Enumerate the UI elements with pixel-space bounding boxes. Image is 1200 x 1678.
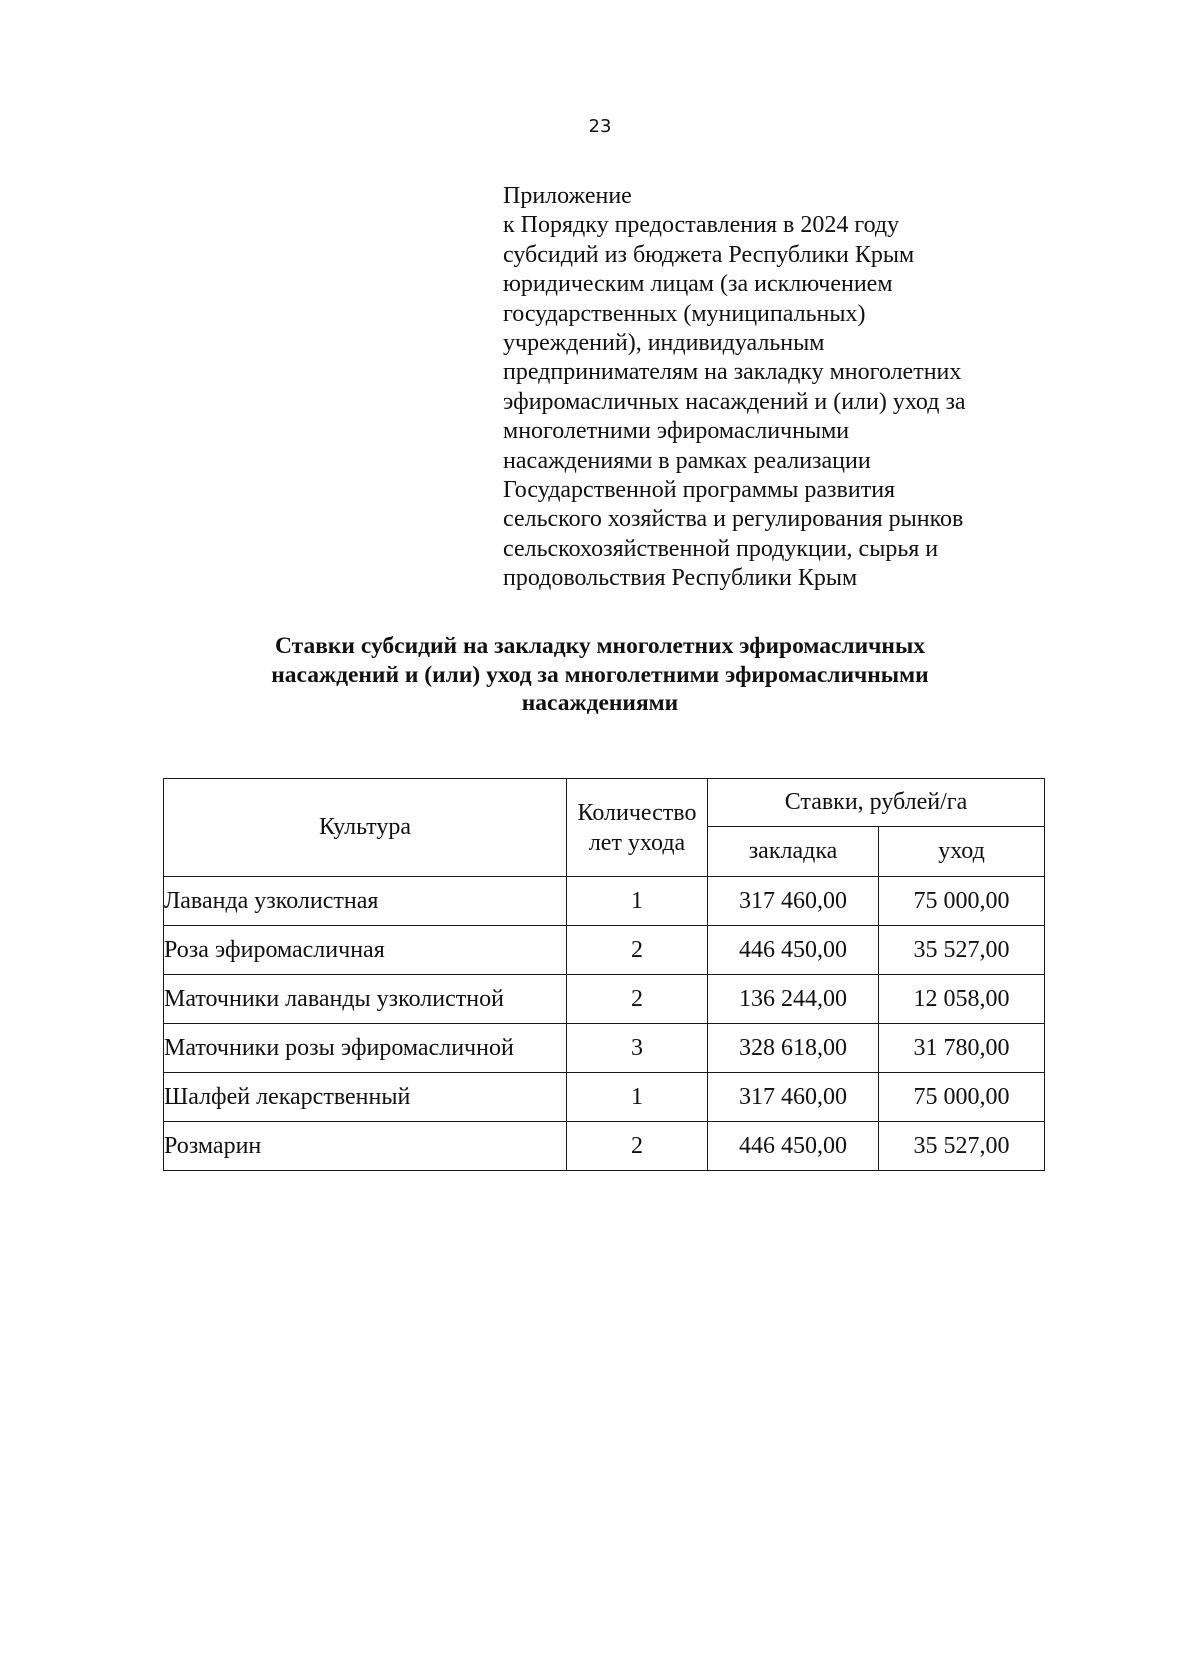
appendix-line: юридическим лицам (за исключением xyxy=(503,271,893,298)
appendix-line: многолетними эфиромасличными xyxy=(503,418,850,445)
care-rate-cell: 35 527,00 xyxy=(879,1122,1045,1171)
subsidy-rates-table xyxy=(163,778,1045,1171)
crop-cell: Лаванда узколистная xyxy=(164,877,567,926)
establishment-rate-cell: 446 450,00 xyxy=(708,1122,879,1171)
care-rate-cell: 12 058,00 xyxy=(879,975,1045,1024)
appendix-block xyxy=(503,182,1043,594)
appendix-line: Государственной программы развития xyxy=(503,477,896,504)
crop-cell: Маточники лаванды узколистной xyxy=(164,975,567,1024)
appendix-line: сельского хозяйства и регулирования рынков xyxy=(503,506,964,533)
crop-cell: Шалфей лекарственный xyxy=(164,1073,567,1122)
appendix-line: субсидий из бюджета Республики Крым xyxy=(503,241,915,268)
years-cell: 2 xyxy=(567,1122,708,1171)
header-care: уход xyxy=(879,827,1045,877)
establishment-rate-cell: 317 460,00 xyxy=(708,1073,879,1122)
table-row xyxy=(164,1073,1045,1122)
page-number: 23 xyxy=(588,116,612,137)
establishment-rate-cell: 328 618,00 xyxy=(708,1024,879,1073)
header-rates: Ставки, рублей/га xyxy=(708,779,1045,827)
years-cell: 1 xyxy=(567,877,708,926)
table-header xyxy=(164,779,1045,877)
crop-cell: Маточники розы эфиромасличной xyxy=(164,1024,567,1073)
crop-cell: Розмарин xyxy=(164,1122,567,1171)
header-row xyxy=(164,779,1045,827)
years-cell: 2 xyxy=(567,975,708,1024)
years-cell: 3 xyxy=(567,1024,708,1073)
title-line: насаждениями xyxy=(521,690,679,716)
header-years-line2: лет ухода xyxy=(588,829,686,856)
appendix-line: сельскохозяйственной продукции, сырья и xyxy=(503,535,939,562)
care-rate-cell: 31 780,00 xyxy=(879,1024,1045,1073)
header-years-line1: Количество xyxy=(577,799,697,826)
care-rate-cell: 35 527,00 xyxy=(879,926,1045,975)
care-rate-cell: 75 000,00 xyxy=(879,877,1045,926)
title-line: Ставки субсидий на закладку многолетних эфиромасличных xyxy=(274,633,926,659)
years-cell: 1 xyxy=(567,1073,708,1122)
title-line: насаждений и (или) уход за многолетними эфиромасличными xyxy=(271,661,929,688)
table-row xyxy=(164,1122,1045,1171)
establishment-rate-cell: 446 450,00 xyxy=(708,926,879,975)
document-title xyxy=(150,632,1050,718)
table-row xyxy=(164,877,1045,926)
header-crop: Культура xyxy=(164,779,567,877)
appendix-line: насаждениями в рамках реализации xyxy=(503,447,871,474)
appendix-line: продовольствия Республики Крым xyxy=(503,565,858,592)
appendix-heading: Приложение xyxy=(503,183,632,209)
table-row xyxy=(164,975,1045,1024)
appendix-line: учреждений), индивидуальным xyxy=(503,330,825,357)
table-body xyxy=(164,877,1045,1171)
establishment-rate-cell: 136 244,00 xyxy=(708,975,879,1024)
appendix-line: государственных (муниципальных) xyxy=(503,300,866,327)
establishment-rate-cell: 317 460,00 xyxy=(708,877,879,926)
crop-cell: Роза эфиромасличная xyxy=(164,926,567,975)
appendix-line: предпринимателям на закладку многолетних xyxy=(503,359,962,386)
table-row xyxy=(164,926,1045,975)
years-cell: 2 xyxy=(567,926,708,975)
care-rate-cell: 75 000,00 xyxy=(879,1073,1045,1122)
appendix-line: к Порядку предоставления в 2024 году xyxy=(503,212,900,239)
appendix-line: эфиромасличных насаждений и (или) уход за xyxy=(503,388,966,415)
table-row xyxy=(164,1024,1045,1073)
header-years xyxy=(567,779,708,877)
header-establishment: закладка xyxy=(708,827,879,877)
